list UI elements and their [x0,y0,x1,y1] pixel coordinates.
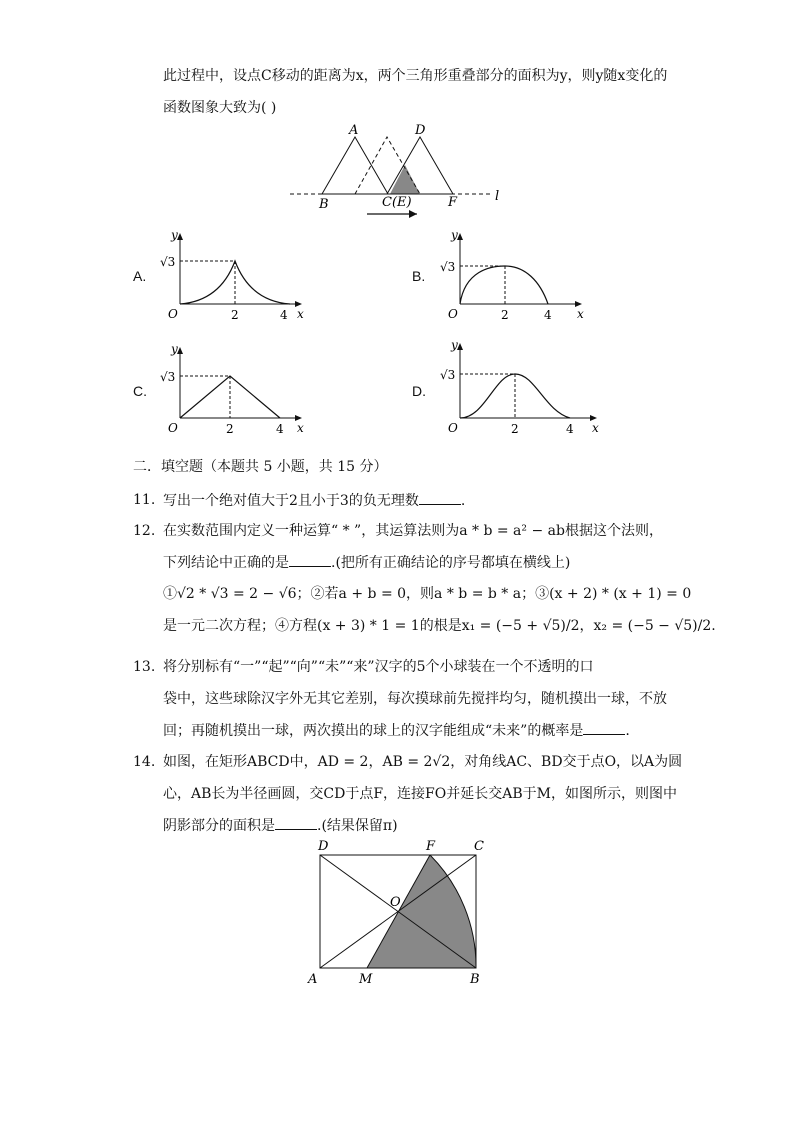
option-D-xmid: 2 [511,422,519,436]
q14-line3b: .(结果保留π) [317,818,398,834]
q12-answer-blank[interactable] [289,552,331,567]
q12-line2 [163,552,570,573]
q14-line3 [163,815,398,836]
option-B-graph[interactable] [430,226,590,326]
q14-rectangle-figure [300,835,500,990]
option-A-graph[interactable] [150,226,310,326]
q12-line3: ①√2 * √3 = 2 − √6；②若a + b = 0，则a * b = b * a；③(x + 2) * (x + 1) = 0 [163,586,692,602]
option-D-origin: O [448,421,458,435]
q14-label-F: F [426,839,436,854]
q12-line4: 是一元二次方程；④方程(x + 3) * 1 = 1的根是x₁ = (−5 + √5)/2，x₂ = (−5 − √5)/2. [163,618,716,634]
q14-answer-blank[interactable] [275,815,317,830]
option-A-xaxis: x [297,307,304,321]
option-D-graph[interactable] [430,336,605,440]
q13-line3 [163,720,630,741]
q14-label-A: A [308,972,318,987]
shaded-region [367,855,476,968]
q13-line3b: . [625,723,630,739]
overlap-shading [390,165,420,194]
q14-label-B: B [470,972,480,987]
q10-label-F: F [448,195,458,210]
q13-line2: 袋中，这些球除汉字外无其它差别，每次摸球前先搅拌均匀，随机摸出一球，不放 [163,691,667,707]
option-D-xend: 4 [566,422,574,436]
q12-line2b: .(把所有正确结论的序号都填在横线上) [331,555,571,571]
option-B-letter[interactable]: B. [412,268,426,284]
option-C-origin: O [168,421,178,435]
option-C-yaxis: y [171,342,178,356]
option-B-xend: 4 [544,308,552,322]
q10-stem-line2: 函数图象大致为( ) [163,100,277,116]
q11-stem: 写出一个绝对值大于2且小于3的负无理数 [163,493,419,509]
option-D-yaxis: y [451,338,458,352]
option-B-xmid: 2 [501,308,509,322]
q14-line3a: 阴影部分的面积是 [163,818,275,834]
option-B-ytick: √3 [440,260,456,274]
q10-label-l: l [495,189,500,204]
q13-answer-blank[interactable] [583,720,625,735]
option-D-xaxis: x [592,421,599,435]
option-C-xend: 4 [276,422,284,436]
option-B-yaxis: y [451,228,458,242]
option-C-xaxis: x [297,421,304,435]
q10-triangle-figure [285,120,510,225]
q14-label-C: C [474,839,484,854]
q13-line1: 将分别标有“一”“起”“向”“未”“来”汉字的5个小球装在一个不透明的口 [163,659,594,675]
q14-label-D: D [318,839,329,854]
option-A-yaxis: y [171,228,178,242]
q10-label-B: B [319,197,329,212]
q11-answer-blank[interactable] [419,490,461,505]
q14-line2: 心，AB长为半径画圆，交CD于点F，连接FO并延长交AB于M，如图所示，则图中 [163,786,677,802]
option-A-origin: O [168,307,178,321]
q14-label-M: M [359,972,373,987]
option-D-ytick: √3 [440,368,456,382]
q10-label-CE: C(E) [382,195,412,210]
q14-number: 14. [133,754,156,770]
q14-label-O: O [390,895,401,910]
q10-label-D: D [415,123,426,138]
q12-line1: 在实数范围内定义一种运算“ * ”，其运算法则为a * b = a² − ab根据这个法则， [163,523,663,539]
option-C-ytick: √3 [160,370,176,384]
option-C-letter[interactable]: C. [133,383,147,399]
option-A-xmid: 2 [231,308,239,322]
q13-line3a: 回；再随机摸出一球，两次摸出的球上的汉字能组成“未来”的概率是 [163,723,584,739]
q11-end: . [460,493,466,509]
q10-label-A: A [349,123,359,138]
q10-stem-line1: 此过程中，设点C移动的距离为x，两个三角形重叠部分的面积为y，则y随x变化的 [163,68,668,84]
option-B-xaxis: x [577,307,584,321]
q12-line2a: 下列结论中正确的是 [163,555,289,571]
option-A-xend: 4 [280,308,288,322]
q11-text [163,490,465,511]
section-title: 二．填空题（本题共 5 小题，共 15 分） [133,459,388,475]
option-D-letter[interactable]: D. [412,383,426,399]
q13-number: 13. [133,659,156,675]
option-A-letter[interactable]: A. [133,268,147,284]
q12-number: 12. [133,523,156,539]
q14-line1: 如图，在矩形ABCD中，AD = 2，AB = 2√2，对角线AC、BD交于点O，以A为圆 [163,754,683,770]
option-C-xmid: 2 [226,422,234,436]
option-A-ytick: √3 [160,255,176,269]
q11-number: 11. [133,492,156,508]
option-B-origin: O [448,307,458,321]
option-C-graph[interactable] [150,340,310,440]
